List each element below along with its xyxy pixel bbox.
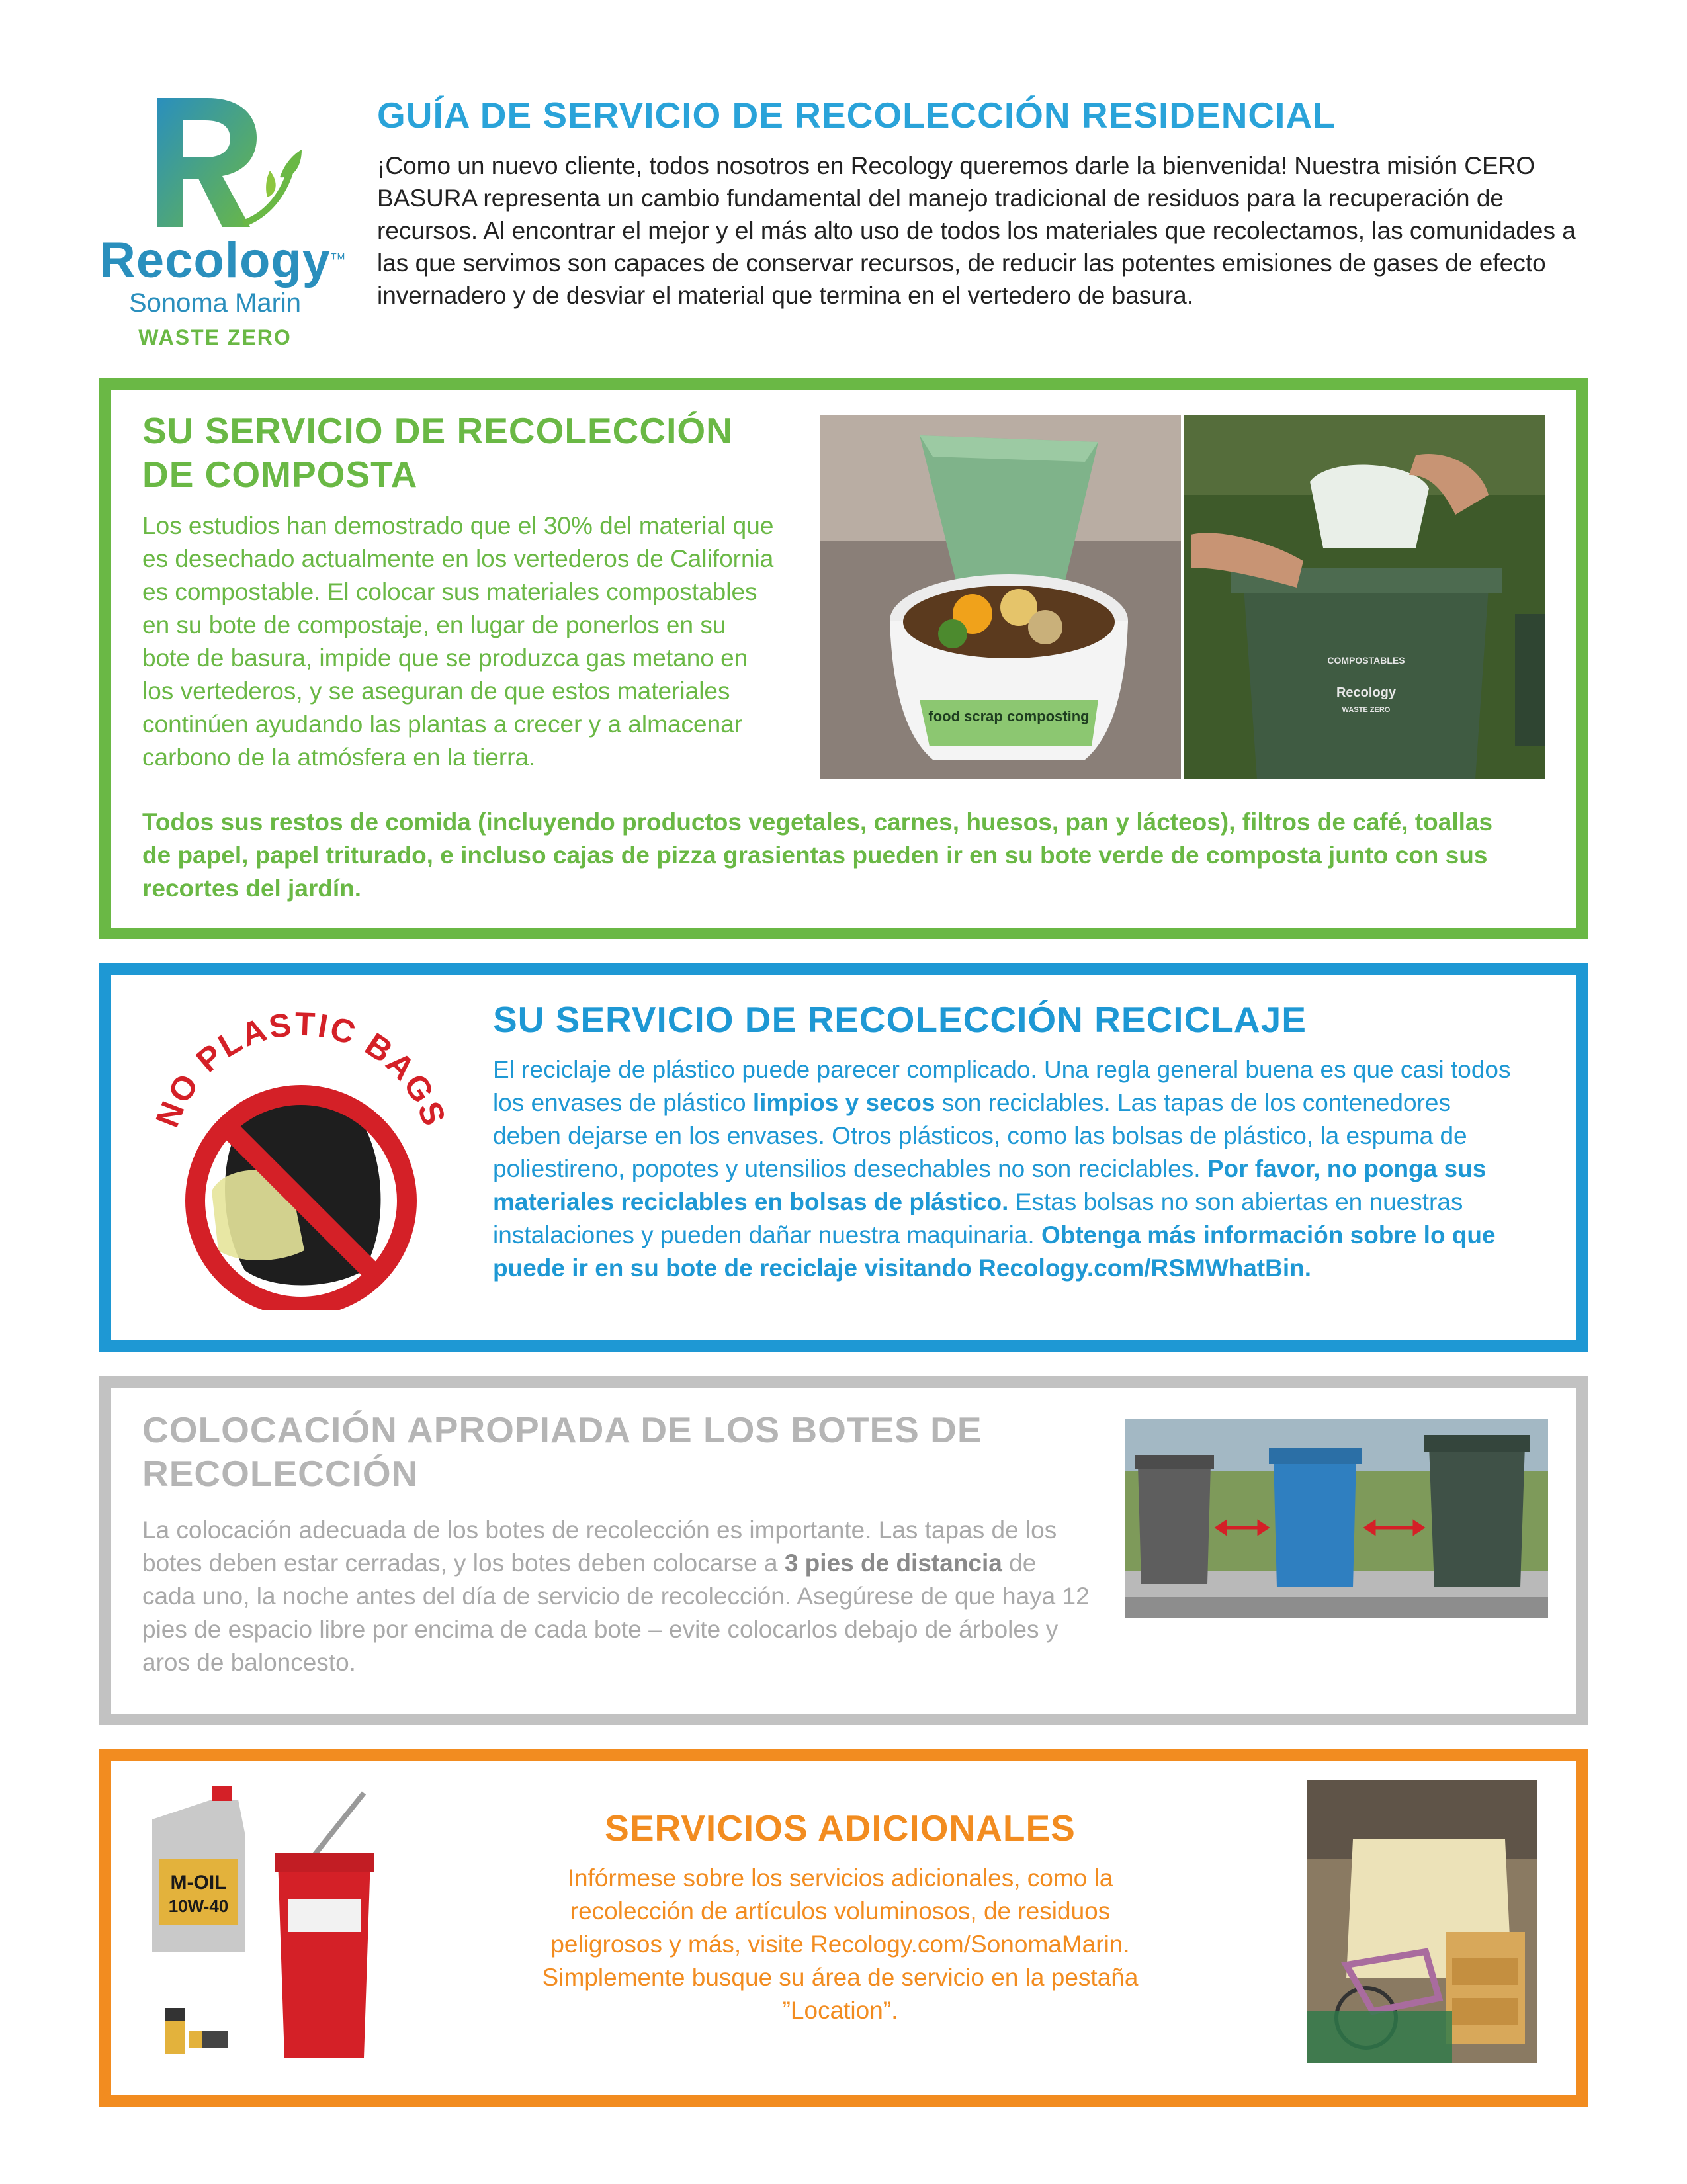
- recycle-bold-2: Por favor, no ponga sus materiales reciclables en bolsas de plástico.: [493, 1155, 1487, 1215]
- motor-oil-icon: [152, 1786, 245, 1952]
- svg-text:M-OIL: M-OIL: [170, 1872, 227, 1894]
- additional-services-title: SERVICIOS ADICIONALES: [605, 1808, 1076, 1849]
- placement-bold: 3 pies de distancia: [784, 1550, 1002, 1577]
- hazardous-items-icons: [146, 1780, 450, 2071]
- compost-title-line1: SU SERVICIO DE RECOLECCIÓN: [142, 410, 733, 451]
- cart-label: COMPOSTABLES: [1327, 655, 1405, 666]
- brand-name: Recology™: [99, 232, 346, 288]
- placement-title-line2: RECOLECCIÓN: [142, 1453, 419, 1494]
- svg-text:10W-40: 10W-40: [168, 1896, 229, 1916]
- recycle-bold-3: Obtenga más información sobre lo que puede ir en su bote de reciclaje visitando Recology.com/RSMWhatBin.: [493, 1221, 1496, 1282]
- intro-text: ¡Como un nuevo cliente, todos nosotros en Recology queremos darle la bienvenida! Nuestra misión CERO BASURA representa un cambio fundamental del manejo tradicional de residuos para la recuperación de recursos. Al encontrar el mejor y el más alto uso de todos los materiales que recolectamos, las comunidades a las que servimos son capaces de conservar recursos, de reducir las potentes emisiones de gases de efecto invernadero y de desviar el material que termina en el vertedero de basura.: [377, 152, 1576, 309]
- compost-photo: [820, 415, 1545, 779]
- cart-brand: Recology: [1336, 685, 1397, 700]
- placement-title-line1: COLOCACIÓN APROPIADA DE LOS BOTES DE: [142, 1409, 982, 1450]
- page-title: GUÍA DE SERVICIO DE RECOLECCIÓN RESIDENCIAL: [377, 95, 1336, 136]
- brand-sub: Sonoma Marin: [128, 288, 302, 318]
- bulky-items-photo: [1307, 1780, 1537, 2063]
- recycle-body: El reciclaje de plástico puede parecer complicado. Una regla general buena es que casi todos los envases de plástico limpios y secos son reciclables. Las tapas de los contenedores deben dejarse en los envases. Otros plásticos, como las bolsas de plástico, la espuma de poliestireno, popotes y utensilios desechables no son reciclables. Por favor, no ponga sus materiales reciclables en bolsas de plástico. Estas bolsas no son abiertas en nuestras instalaciones y pueden dañar nuestra maquinaria. Obtenga más información sobre lo que puede ir en su bote de reciclaje visitando Recology.com/RSMWhatBin.: [493, 1056, 1511, 1282]
- bins-placement-photo: [1125, 1419, 1548, 1618]
- placement-title: [142, 1408, 1068, 1495]
- batteries-icon: [165, 2008, 228, 2054]
- no-plastic-bags-icon: [146, 999, 456, 1310]
- placement-body: La colocación adecuada de los botes de recolección es importante. Las tapas de los botes deben estar cerradas, y los botes deben colocarse a 3 pies de distancia de cada uno, la noche antes del día de servicio de recolección. Asegúrese de que haya 12 pies de espacio libre por encima de cada bote – evite colocarlos debajo de árboles y aros de baloncesto.: [142, 1516, 1090, 1676]
- recology-logo-icon: [144, 98, 303, 230]
- cart-tagline: WASTE ZERO: [1342, 706, 1391, 714]
- no-plastic-bags-text: NO PLASTIC BAGS: [148, 1005, 454, 1133]
- compost-title: [142, 409, 804, 496]
- pail-label: food scrap composting: [928, 708, 1090, 724]
- sharps-container-icon: [275, 1793, 374, 2058]
- additional-services-body: Infórmese sobre los servicios adicionales, como la recolección de artículos voluminosos, de residuos peligrosos y más, visite Recology.com/SonomaMarin. Simplemente busque su área de servicio en la pestaña ”Location”.: [542, 1864, 1139, 2024]
- compost-bold-text: Todos sus restos de comida (incluyendo productos vegetales, carnes, huesos, pan y lácteos), filtros de café, toallas de papel, papel triturado, e incluso cajas de pizza grasientas pueden ir en su bote verde de composta junto con sus recortes del jardín.: [142, 808, 1493, 902]
- recycle-bold-1: limpios y secos: [752, 1089, 935, 1116]
- brand-tagline: WASTE ZERO: [138, 326, 292, 349]
- recycle-title: SU SERVICIO DE RECOLECCIÓN RECICLAJE: [493, 999, 1307, 1040]
- compost-title-line2: DE COMPOSTA: [142, 454, 418, 495]
- compost-body: Los estudios han demostrado que el 30% del material que es desechado actualmente en los vertederos de California es compostable. El colocar sus materiales compostables en su bote de compostaje, en lugar de ponerlos en su bote de basura, impide que se produzca gas metano en los vertederos, y se aseguran de que estos materiales continúen ayudando las plantas a crecer y a almacenar carbono de la atmósfera en la tierra.: [142, 512, 774, 771]
